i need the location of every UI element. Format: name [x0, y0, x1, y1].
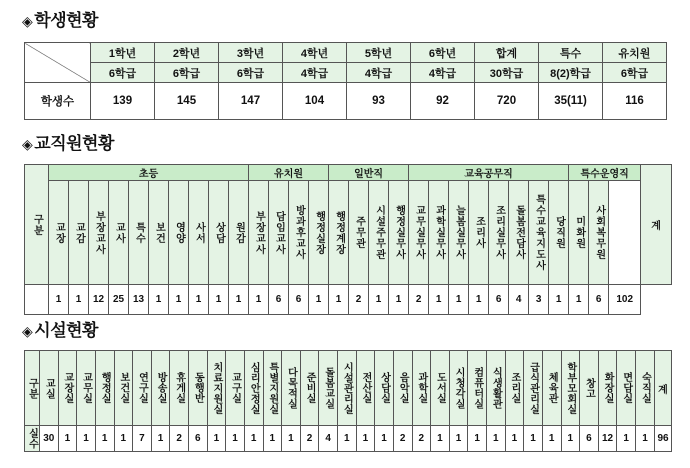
staff-total: 102 — [609, 285, 641, 315]
facility-count: 1 — [77, 426, 96, 452]
staff-role-header: 상담 — [209, 181, 229, 285]
facility-total: 96 — [655, 426, 672, 452]
facility-header: 동행반 — [189, 351, 208, 426]
facility-count: 6 — [189, 426, 208, 452]
staff-count: 1 — [209, 285, 229, 315]
staff-role-header: 당직원 — [549, 181, 569, 285]
facility-count: 6 — [580, 426, 599, 452]
staff-section-title — [22, 134, 114, 154]
staff-total-header: 계 — [641, 165, 672, 285]
staff-role-header: 교감 — [69, 181, 89, 285]
facility-total-header: 계 — [655, 351, 672, 426]
facility-header: 숙직실 — [636, 351, 655, 426]
facility-count: 1 — [487, 426, 506, 452]
student-count: 145 — [155, 83, 219, 120]
facility-count: 2 — [170, 426, 189, 452]
student-count: 92 — [411, 83, 475, 120]
grade-header: 5학년 — [347, 43, 411, 63]
grade-header: 6학년 — [411, 43, 475, 63]
staff-count: 2 — [409, 285, 429, 315]
class-count: 6학급 — [155, 63, 219, 83]
facility-header: 다목적실 — [282, 351, 301, 426]
staff-group-header: 초등 — [49, 165, 249, 181]
facility-count: 1 — [356, 426, 375, 452]
facility-header: 창고 — [580, 351, 599, 426]
facility-count: 2 — [300, 426, 319, 452]
facility-count: 2 — [393, 426, 412, 452]
staff-count: 2 — [349, 285, 369, 315]
staff-count: 12 — [89, 285, 109, 315]
staff-role-header: 사회복무원 — [589, 181, 609, 285]
staff-role-header: 방과후교사 — [289, 181, 309, 285]
facility-header: 심리안정실 — [244, 351, 263, 426]
grade-header: 3학년 — [219, 43, 283, 63]
staff-count: 1 — [429, 285, 449, 315]
student-count: 116 — [603, 83, 667, 120]
staff-role-header: 늘봄실무사 — [449, 181, 469, 285]
staff-role-header: 영양 — [169, 181, 189, 285]
facility-header: 면담실 — [617, 351, 636, 426]
staff-role-header: 돌봄전담사 — [509, 181, 529, 285]
staff-table — [24, 164, 672, 315]
staff-count: 1 — [149, 285, 169, 315]
staff-count: 6 — [589, 285, 609, 315]
staff-role-header: 교무실무사 — [409, 181, 429, 285]
staff-count: 4 — [509, 285, 529, 315]
staff-count: 1 — [229, 285, 249, 315]
staff-role-header: 보건 — [149, 181, 169, 285]
facility-header: 도서실 — [431, 351, 450, 426]
diamond-bullet-icon: ◈ — [22, 136, 33, 152]
staff-role-header: 부장교사 — [249, 181, 269, 285]
student-count: 139 — [91, 83, 155, 120]
facility-count: 1 — [505, 426, 524, 452]
class-count: 30학급 — [475, 63, 539, 83]
students-table — [24, 42, 667, 120]
staff-role-header: 담임교사 — [269, 181, 289, 285]
staff-count: 1 — [309, 285, 329, 315]
facility-header: 돌봄교실 — [319, 351, 338, 426]
staff-count: 3 — [529, 285, 549, 315]
facility-count: 1 — [114, 426, 133, 452]
facility-count: 2 — [412, 426, 431, 452]
facility-count: 1 — [468, 426, 487, 452]
facility-header: 음악실 — [393, 351, 412, 426]
facility-count: 30 — [40, 426, 59, 452]
facility-header: 급식관리실 — [524, 351, 543, 426]
staff-count: 6 — [489, 285, 509, 315]
facility-header: 시청각실 — [449, 351, 468, 426]
facility-count: 12 — [598, 426, 617, 452]
staff-role-header: 부장교사 — [89, 181, 109, 285]
staff-count: 1 — [329, 285, 349, 315]
staff-count: 1 — [169, 285, 189, 315]
facility-count: 1 — [636, 426, 655, 452]
staff-group-header: 교육공무직 — [409, 165, 569, 181]
facility-header: 전산실 — [356, 351, 375, 426]
class-count: 6학급 — [219, 63, 283, 83]
facility-count: 1 — [226, 426, 245, 452]
staff-count: 1 — [189, 285, 209, 315]
staff-count: 25 — [109, 285, 129, 315]
staff-count: 1 — [549, 285, 569, 315]
facility-header: 교무실 — [77, 351, 96, 426]
staff-role-header: 행정실장 — [309, 181, 329, 285]
class-count: 4학급 — [411, 63, 475, 83]
students-title-text: 학생현황 — [34, 11, 98, 30]
facility-header: 교장실 — [58, 351, 77, 426]
facility-header: 행정실 — [95, 351, 114, 426]
staff-role-header: 특수 — [129, 181, 149, 285]
class-count: 4학급 — [347, 63, 411, 83]
facility-header: 특별지원실 — [263, 351, 282, 426]
diamond-bullet-icon: ◈ — [22, 13, 33, 29]
staff-count: 1 — [449, 285, 469, 315]
staff-role-header: 행정실무사 — [389, 181, 409, 285]
staff-count: 1 — [49, 285, 69, 315]
facility-count-label: 실수 — [25, 426, 40, 452]
staff-count: 1 — [569, 285, 589, 315]
staff-count: 6 — [289, 285, 309, 315]
facility-header: 치료지원실 — [207, 351, 226, 426]
facility-count: 1 — [561, 426, 580, 452]
facility-count: 1 — [375, 426, 394, 452]
staff-count: 13 — [129, 285, 149, 315]
facility-count: 1 — [542, 426, 561, 452]
staff-role-header: 사서 — [189, 181, 209, 285]
facility-count: 1 — [263, 426, 282, 452]
diamond-bullet-icon: ◈ — [22, 323, 33, 339]
facility-header: 컴퓨터실 — [468, 351, 487, 426]
facility-count: 1 — [58, 426, 77, 452]
staff-role-header: 주무관 — [349, 181, 369, 285]
student-count: 93 — [347, 83, 411, 120]
staff-role-header: 미화원 — [569, 181, 589, 285]
staff-role-header: 교장 — [49, 181, 69, 285]
staff-row-header: 구분 — [25, 165, 49, 285]
facilities-title-text: 시설현황 — [34, 321, 98, 340]
staff-count: 1 — [69, 285, 89, 315]
facility-header: 방송실 — [151, 351, 170, 426]
student-count: 720 — [475, 83, 539, 120]
facility-count: 1 — [449, 426, 468, 452]
facility-count: 1 — [338, 426, 357, 452]
class-count: 8(2)학급 — [539, 63, 603, 83]
staff-title-text: 교직원현황 — [34, 134, 114, 153]
staff-role-header: 특수교육지도사 — [529, 181, 549, 285]
grade-header: 4학년 — [283, 43, 347, 63]
staff-count: 1 — [249, 285, 269, 315]
facility-header: 조리실 — [505, 351, 524, 426]
staff-role-header: 조리사 — [469, 181, 489, 285]
staff-role-header: 행정계장 — [329, 181, 349, 285]
facility-count: 1 — [244, 426, 263, 452]
staff-role-header: 시설주무관 — [369, 181, 389, 285]
staff-group-header: 일반직 — [329, 165, 409, 181]
facility-header: 휴게실 — [170, 351, 189, 426]
students-section-title — [22, 11, 98, 31]
student-count: 104 — [283, 83, 347, 120]
facility-header: 연구실 — [133, 351, 152, 426]
facility-header: 상담실 — [375, 351, 394, 426]
facility-count: 1 — [524, 426, 543, 452]
facility-header: 화장실 — [598, 351, 617, 426]
facility-count: 1 — [431, 426, 450, 452]
facility-header: 보건실 — [114, 351, 133, 426]
facility-header: 과학실 — [412, 351, 431, 426]
facilities-table — [24, 350, 672, 452]
staff-role-header: 조리실무사 — [489, 181, 509, 285]
diagonal-header-cell — [25, 43, 91, 83]
facility-count: 7 — [133, 426, 152, 452]
facility-header: 준비실 — [300, 351, 319, 426]
student-count: 35(11) — [539, 83, 603, 120]
class-count: 4학급 — [283, 63, 347, 83]
facility-header: 교실 — [40, 351, 59, 426]
staff-count: 1 — [469, 285, 489, 315]
staff-count: 6 — [269, 285, 289, 315]
staff-role-header: 원감 — [229, 181, 249, 285]
facility-count: 1 — [617, 426, 636, 452]
staff-role-header: 과학실무사 — [429, 181, 449, 285]
facility-header: 학부모회실 — [561, 351, 580, 426]
facilities-section-title — [22, 321, 98, 341]
student-count: 147 — [219, 83, 283, 120]
facility-count: 1 — [282, 426, 301, 452]
staff-count: 1 — [389, 285, 409, 315]
facility-count: 4 — [319, 426, 338, 452]
grade-header: 2학년 — [155, 43, 219, 63]
total-header: 합계 — [475, 43, 539, 63]
facility-count: 1 — [151, 426, 170, 452]
staff-group-header: 특수운영직 — [569, 165, 641, 181]
student-count-label: 학생수 — [25, 83, 91, 120]
staff-value-spacer — [25, 285, 49, 315]
staff-role-header: 교사 — [109, 181, 129, 285]
facility-header: 시설관리실 — [338, 351, 357, 426]
grade-header: 1학년 — [91, 43, 155, 63]
facility-header: 교구실 — [226, 351, 245, 426]
class-count: 6학급 — [91, 63, 155, 83]
facility-header: 식생활관 — [487, 351, 506, 426]
facility-row-header: 구분 — [25, 351, 40, 426]
facility-count: 1 — [207, 426, 226, 452]
staff-count: 1 — [369, 285, 389, 315]
staff-group-header: 유치원 — [249, 165, 329, 181]
facility-count: 1 — [95, 426, 114, 452]
facility-header: 체육관 — [542, 351, 561, 426]
kindergarten-header: 유치원 — [603, 43, 667, 63]
class-count: 6학급 — [603, 63, 667, 83]
special-header: 특수 — [539, 43, 603, 63]
